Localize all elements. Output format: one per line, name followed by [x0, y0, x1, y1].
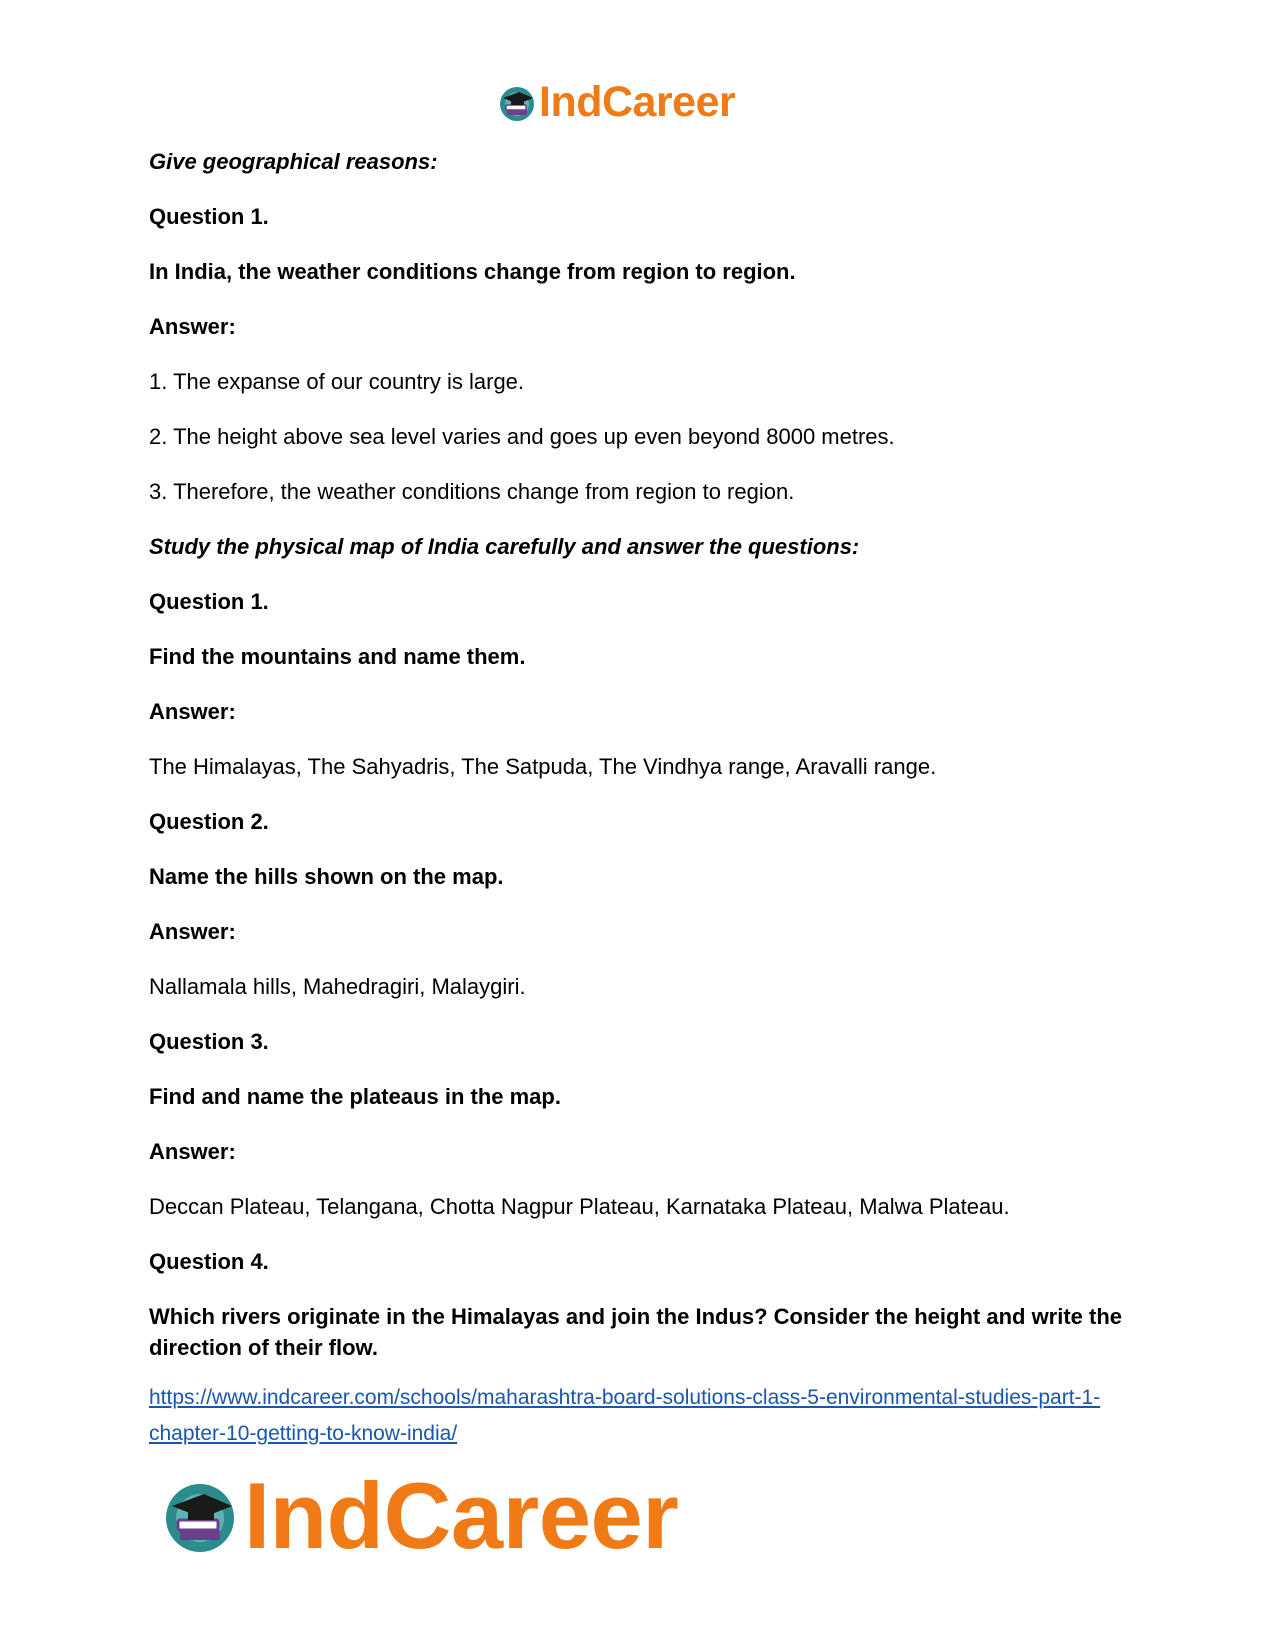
question-label: Question 2.	[149, 809, 269, 834]
question-text: Which rivers originate in the Himalayas and join the Indus? Consider the height and write the direction of their flow.	[149, 1304, 1123, 1360]
answer-point: 3. Therefore, the weather conditions change from region to region.	[149, 479, 795, 504]
question-label: Question 4.	[149, 1249, 269, 1274]
brand-logo-bottom	[160, 1462, 678, 1570]
answer-label: Answer:	[149, 314, 236, 339]
section-heading: Give geographical reasons:	[149, 149, 438, 174]
source-link[interactable]: https://www.indcareer.com/schools/maharashtra-board-solutions-class-5-environmental-studies-part-1-chapter-10-getting-to-know-india/	[149, 1386, 1101, 1445]
graduation-cap-books-icon	[160, 1476, 240, 1556]
answer-text: The Himalayas, The Sahyadris, The Satpuda, The Vindhya range, Aravalli range.	[149, 754, 937, 779]
brand-logo-text: IndCareer	[539, 78, 736, 126]
answer-label: Answer:	[149, 1139, 236, 1164]
question-label: Question 1.	[149, 204, 269, 229]
question-text: Find the mountains and name them.	[149, 644, 526, 669]
answer-point: 2. The height above sea level varies and goes up even beyond 8000 metres.	[149, 424, 895, 449]
answer-point: 1. The expanse of our country is large.	[149, 369, 525, 394]
document-body	[149, 146, 1129, 1452]
question-label: Question 3.	[149, 1029, 269, 1054]
answer-label: Answer:	[149, 919, 236, 944]
question-text: Name the hills shown on the map.	[149, 864, 504, 889]
section-heading: Study the physical map of India carefully and answer the questions:	[149, 534, 860, 559]
answer-text: Nallamala hills, Mahedragiri, Malaygiri.	[149, 974, 526, 999]
answer-label: Answer:	[149, 699, 236, 724]
question-text: Find and name the plateaus in the map.	[149, 1084, 561, 1109]
question-text: In India, the weather conditions change from region to region.	[149, 259, 796, 284]
graduation-cap-books-icon	[497, 83, 537, 123]
brand-logo-text: IndCareer	[244, 1463, 679, 1568]
answer-text: Deccan Plateau, Telangana, Chotta Nagpur Plateau, Karnataka Plateau, Malwa Plateau.	[149, 1194, 1010, 1219]
question-label: Question 1.	[149, 589, 269, 614]
brand-logo-top	[497, 78, 735, 127]
